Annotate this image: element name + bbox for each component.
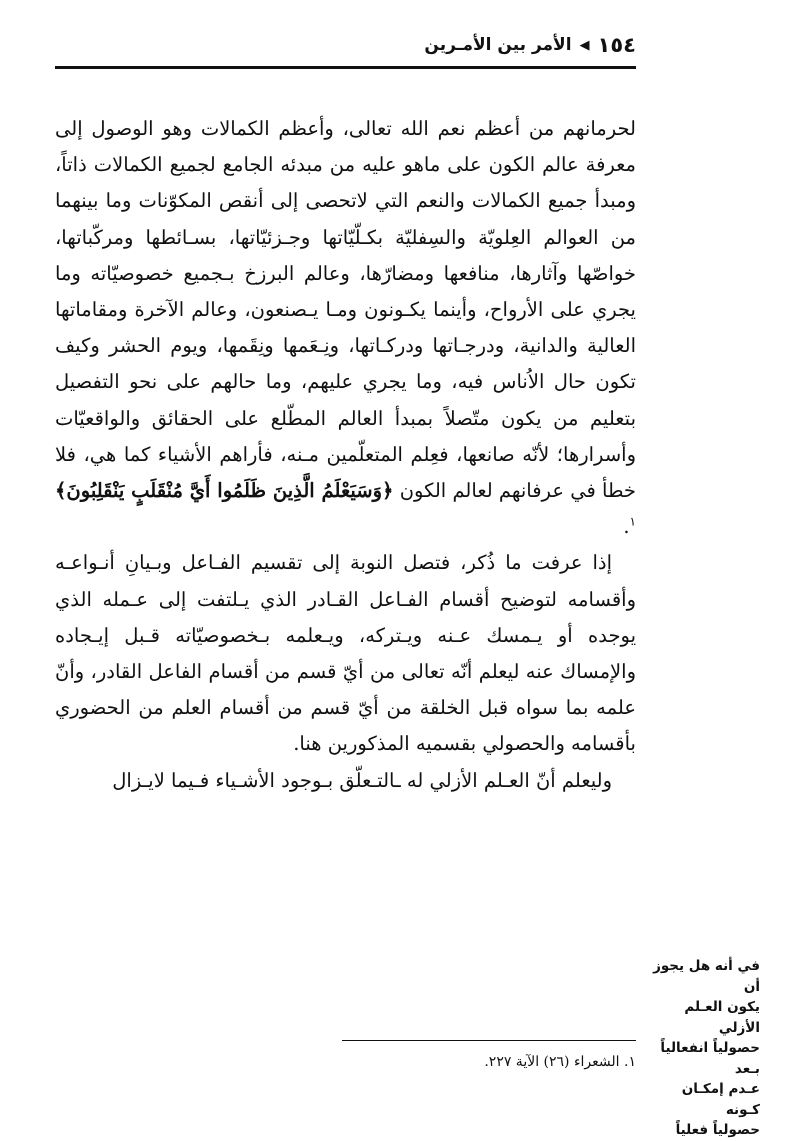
paragraph-1-text: لحرمانهم من أعظم نعم الله تعالى، وأعظم الكمالات وهو الوصول إلى معرفة عالم الكون على ماهو عليه من مبدئه الجامع لجميع الكمالات ذاتاً، ومبدأ جميع الكمالات والنعم التي لاتحصى إلى أنقص المكوّنات وما بينهما من العوالم العِلويّة والسِفليّة بكـلّيّاتها وجـزئيّاتها، بسـائطها ومركّباتها، خواصّها وآثارها، منافعها ومضارّها، وعالم البرزخ بـجميع خصوصيّاته وما يجري على الأرواح، وأينما يكـونون ومـا يـصنعون، وعالم الآخرة ومقاماتها العالية والدانية، ودرجـاتها ودركـاتها، ونِـعَمها ونِقَمها، ويوم الحشر وكيف تكون حال الاُناس فيه، وما يجري عليهم، وما حالهم على نحو التفصيل بتعليم من يكون متّصلاً بمبدأ العالم المطّلع على الحقائق والواقعيّات وأسرارها؛ لأنّه صانعها، فعِلم المتعلّمين مـنه، فأراهم الأشياء كما هي، فلا خطأ في عرفانهم لعالم الكون: [55, 117, 636, 503]
running-title: الأمر بين الأمـرين: [424, 35, 572, 55]
footnote: ١. الشعراء (٢٦) الآية ٢٢٧.: [484, 1054, 636, 1070]
side-note-line: في أنه هل يجوز أن: [653, 958, 760, 995]
page-header: [55, 28, 636, 62]
quran-verse: ﴿وَسَيَعْلَمُ الَّذِينَ ظَلَمُوا أَيَّ مُنْقَلَبٍ يَنْقَلِبُونَ﴾: [55, 479, 394, 503]
side-note-line: يكون العـلم الأزلي: [684, 999, 760, 1036]
side-note-line: حصولياً فعلياً: [675, 1122, 760, 1138]
arrow-left-icon: ◀: [579, 37, 590, 53]
side-note-line: حصولياً انفعالياً بـعد: [660, 1040, 760, 1077]
footnote-rule: [342, 1040, 636, 1041]
paragraph-1: لحرمانهم من أعظم نعم الله تعالى، وأعظم الكمالات وهو الوصول إلى معرفة عالم الكون على ماهو عليه من مبدئه الجامع لجميع الكمالات ذاتاً، ومبدأ جميع الكمالات والنعم التي لاتحصى إلى أنقص المكوّنات وما بينهما من العوالم العِلويّة والسِفليّة بكـلّيّاتها وجـزئيّاتها، بسـائطها ومركّباتها، خواصّها وآثارها، منافعها ومضارّها، وعالم البرزخ بـجميع خصوصيّاته وما يجري على الأرواح، وأينما يكـونون ومـا يـصنعون، وعالم الآخرة ومقاماتها العالية والدانية، ودرجـاتها ودركـاتها، ونِـعَمها ونِقَمها، ويوم الحشر وكيف تكون حال الاُناس فيه، وما يجري عليهم، وما حالهم على نحو التفصيل بتعليم من يكون متّصلاً بمبدأ العالم المطّلع على الحقائق والواقعيّات وأسرارها؛ لأنّه صانعها، فعِلم المتعلّمين مـنه، فأراهم الأشياء كما هي، فلا خطأ في عرفانهم لعالم الكون ﴿وَسَيَعْلَمُ الَّذِينَ ظَلَمُوا أَيَّ مُنْقَلَبٍ يَنْقَلِبُونَ﴾$^١$.: [55, 117, 636, 539]
header-rule: [55, 66, 636, 69]
main-text: [55, 111, 636, 799]
side-note-line: عـدم إمكـان كـونه: [681, 1081, 760, 1118]
page-number: ١٥٤: [597, 33, 636, 57]
paragraph-2: إذا عرفت ما ذُكر، فتصل النوبة إلى تقسيم الفـاعل وبـيانِ أنـواعـه وأقسامه لتوضيح أقسام الفـاعل القـادر الذي يـلتفت إلى عـمله الذي يوجده أو يـمسك عـنه ويـتركه، ويـعلمه بـخصوصيّاته قـبل إيـجاده والإمساك عنه ليعلم أنّه تعالى من أيّ قسم من أقسام الفاعل القادر، وأنّ علمه بما سواه قبل الخلقة من أيّ قسم من أقسام العلم من الحضوري بأقسامه والحصولي بقسميه المذكورين هنا.: [55, 551, 636, 756]
paragraph-3: وليعلم أنّ العـلم الأزلي له ـالتـعلّق بـوجود الأشـياء فـيما لايـزال: [112, 768, 612, 792]
side-note: [650, 956, 760, 1141]
footnote-marker: ١: [629, 514, 636, 529]
